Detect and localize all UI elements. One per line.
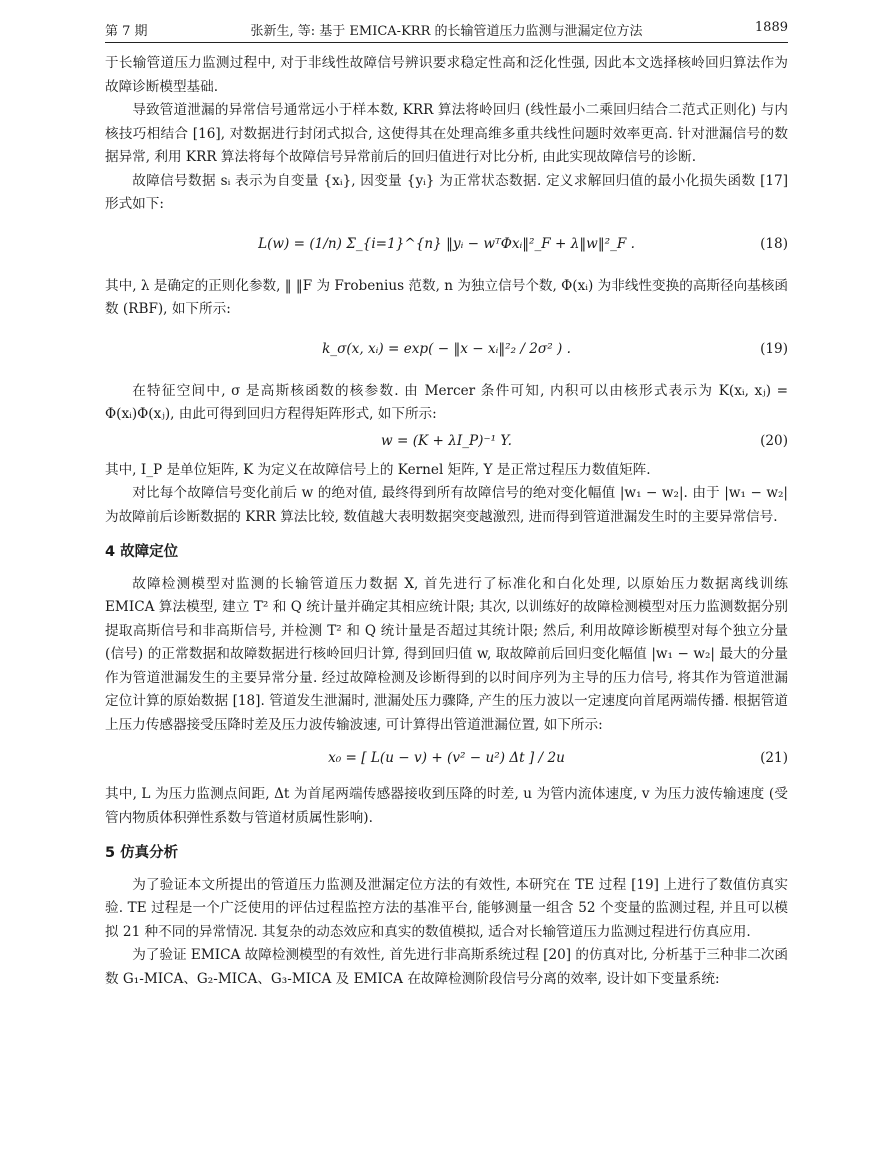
equation-formula: w = (K + λI_P)⁻¹ Y. (381, 432, 512, 449)
paragraph: 为了验证 EMICA 故障检测模型的有效性, 首先进行非高斯系统过程 [20] 的仿真对比, 分析基于三种非二次函数 G₁-MICA、G₂-MICA、G₃-MICA 及 EMICA 在故障检测阶段信号分离的效率, 设计如下变量系统: (105, 947, 788, 987)
equation-20 (105, 429, 788, 455)
paragraph: 其中, I_P 是单位矩阵, K 为定义在故障信号上的 Kernel 矩阵, Y 是正常过程压力数值矩阵. (105, 461, 651, 478)
equation-formula: x₀ = [ L(u − v) + (v² − u²) Δt ] / 2u (328, 750, 565, 766)
page-number: 1889 (754, 20, 788, 35)
paragraph: 其中, L 为压力监测点间距, Δt 为首尾两端传感器接收到压降的时差, u 为管内流体速度, v 为压力波传输速度 (受管内物质体积弹性系数与管道材质属性影响). (105, 786, 788, 826)
equation-number: (19) (760, 340, 788, 357)
equation-formula: k_σ(x, xᵢ) = exp( − ‖x − xᵢ‖²₂ / 2σ² ) . (322, 340, 571, 357)
section-heading: 4 故障定位 (105, 544, 179, 560)
section-heading: 5 仿真分析 (105, 845, 179, 861)
equation-19 (105, 324, 788, 376)
paragraph: 对比每个故障信号变化前后 w 的绝对值, 最终得到所有故障信号的绝对变化幅值 |w₁ − w₂|. 由于 |w₁ − w₂| 为故障前后诊断数据的 KRR 算法比较, 数值越大表明数据突变越激烈, 进而得到管道泄漏发生时的主要异常信号. (105, 485, 788, 525)
paragraph: 故障检测模型对监测的长输管道压力数据 X, 首先进行了标准化和白化处理, 以原始压力数据离线训练 EMICA 算法模型, 建立 T² 和 Q 统计量并确定其相应统计限; 其次, 以训练好的故障检测模型对压力监测数据分别提取高斯信号和非高斯信号, 并检测 T² 和 Q 统计量是否超过其统计限; 然后, 利用故障诊断模型对每个独立分量 (信号) 的正常数据和故障数据进行核岭回归计算, 得到回归值 w, 取故障前后回归变化幅值 |w₁ − w₂| 最大的分量作为管道泄漏发生的主要异常分量. 经过故障检测及诊断得到的以时间序列为主导的压力信号, 将其作为管道泄漏定位计算的原始数据 [18]. 管道发生泄漏时, 泄漏处压力骤降, 产生的压力波以一定速度向首尾两端传播. 根据管道上压力传感器接受压降时差及压力波传输波速, 可计算得出管道泄漏位置, 如下所示: (105, 575, 788, 733)
paragraph: 为了验证本文所提出的管道压力监测及泄漏定位方法的有效性, 本研究在 TE 过程 [19] 上进行了数值仿真实验. TE 过程是一个广泛使用的评估过程监控方法的基准平台, 能够测量一组含 52 个变量的监测过程, 并且可以模拟 21 种不同的异常情况. 其复杂的动态效应和真实的数值模拟, 适合对长输管道压力监测过程进行仿真应用. (105, 876, 788, 940)
running-header (105, 18, 788, 43)
issue-number: 第 7 期 (105, 24, 148, 39)
paragraph: 于长输管道压力监测过程中, 对于非线性故障信号辨识要求稳定性高和泛化性强, 因此本文选择核岭回归算法作为故障诊断模型基础. (105, 55, 788, 95)
equation-formula: L(w) = (1/n) Σ_{i=1}^{n} ‖yᵢ − wᵀΦxᵢ‖²_F + λ‖w‖²_F . (258, 235, 635, 252)
equation-number: (20) (760, 432, 788, 449)
paragraph: 其中, λ 是确定的正则化参数, ‖ ‖F 为 Frobenius 范数, n 为独立信号个数, Φ(xᵢ) 为非线性变换的高斯径向基核函数 (RBF), 如下所示: (105, 277, 788, 317)
paragraph: 在特征空间中, σ 是高斯核函数的核参数. 由 Mercer 条件可知, 内积可以由核形式表示为 K(xᵢ, xⱼ) = Φ(xᵢ)Φ(xⱼ), 由此可得到回归方程得矩阵形式, 如下所示: (105, 382, 788, 422)
equation-18 (105, 219, 788, 271)
equation-number: (18) (760, 235, 788, 252)
running-title: 张新生, 等: 基于 EMICA-KRR 的长输管道压力监测与泄漏定位方法 (250, 24, 643, 39)
paragraph: 故障信号数据 sᵢ 表示为自变量 {xᵢ}, 因变量 {yᵢ} 为正常状态数据. 定义求解回归值的最小化损失函数 [17] 形式如下: (105, 172, 788, 212)
equation-21 (105, 739, 788, 779)
body-text (105, 52, 788, 991)
equation-number: (21) (760, 750, 788, 766)
paragraph: 导致管道泄漏的异常信号通常远小于样本数, KRR 算法将岭回归 (线性最小二乘回归结合二范式正则化) 与内核技巧相结合 [16], 对数据进行封闭式拟合, 这使得其在处理高维多重共线性问题时效率更高. 针对泄漏信号的数据异常, 利用 KRR 算法将每个故障信号异常前后的回归值进行对比分析, 由此实现故障信号的诊断. (105, 102, 788, 165)
